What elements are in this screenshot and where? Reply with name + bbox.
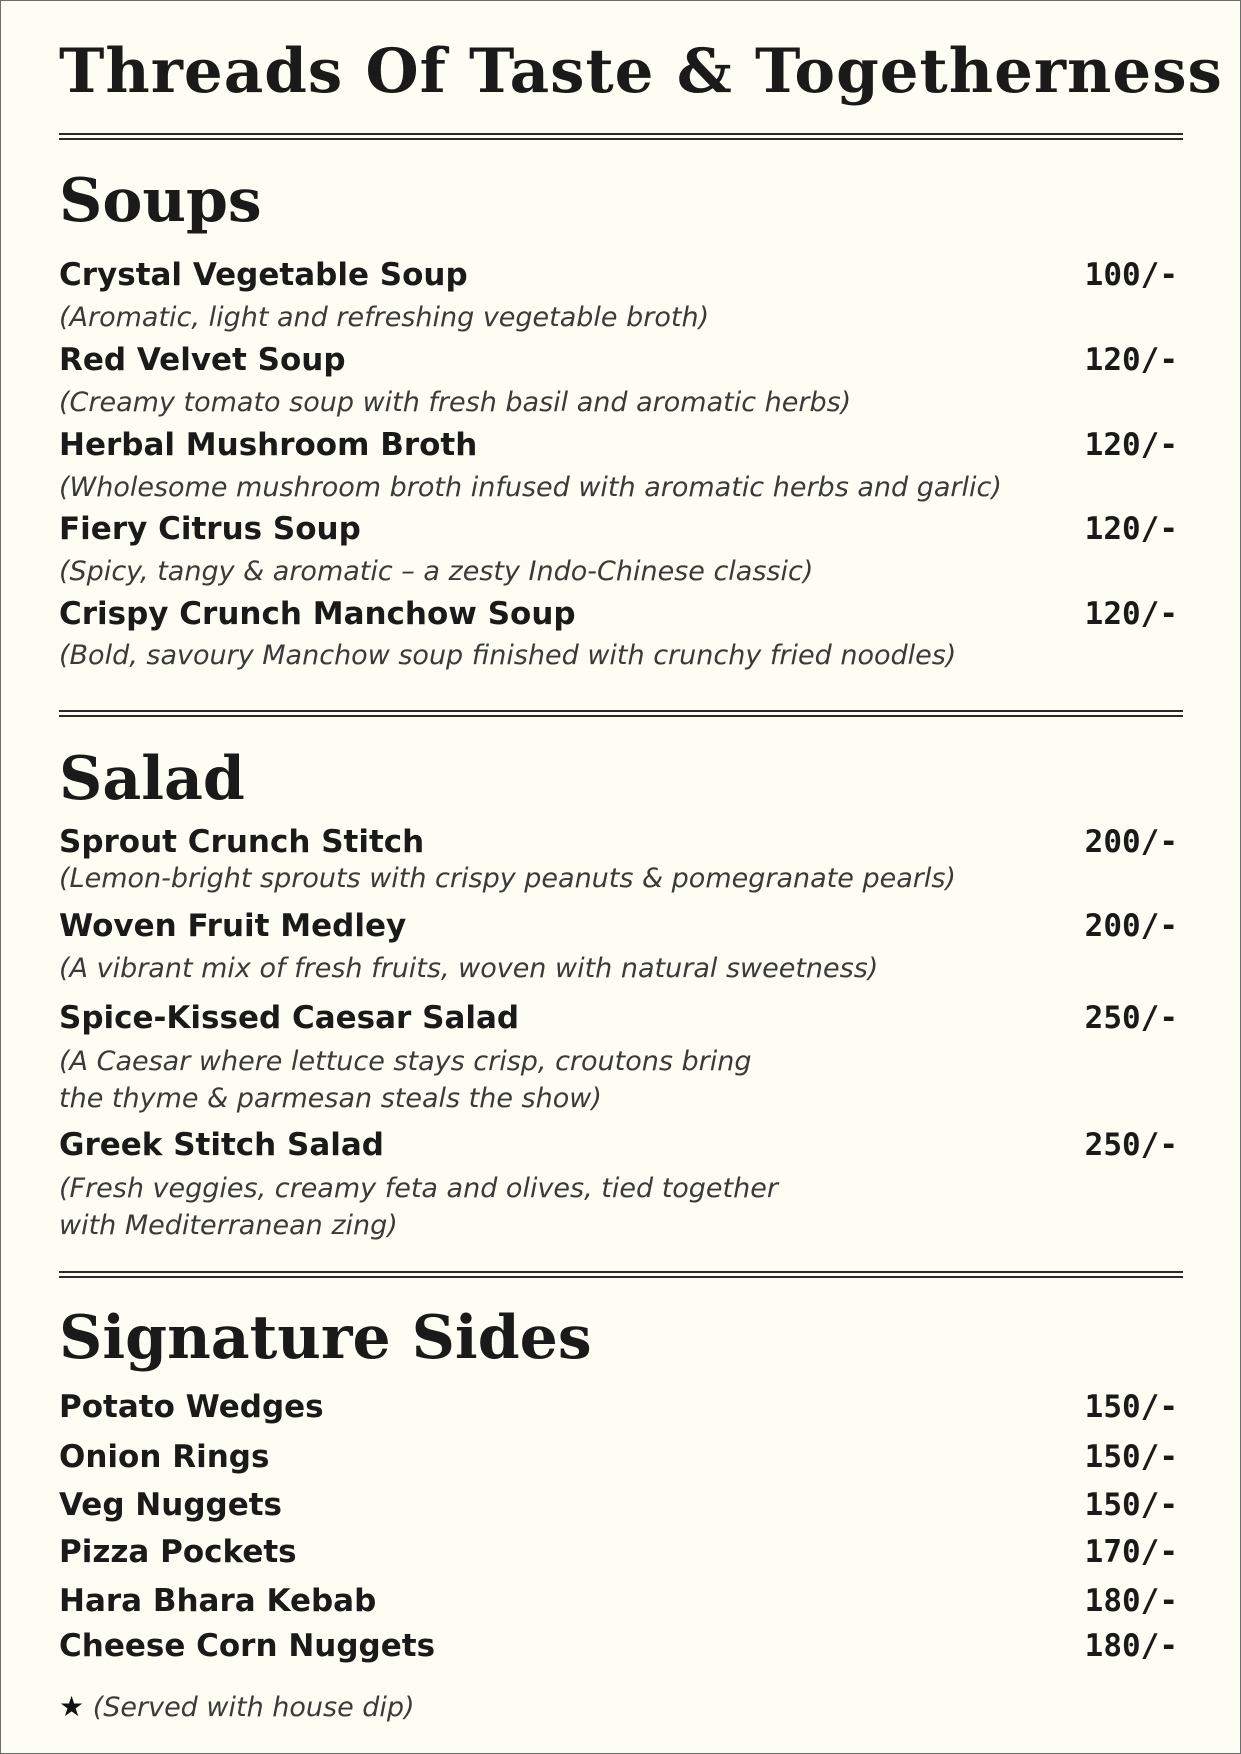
menu-item-price: 250/- xyxy=(1084,1127,1178,1163)
section-heading-salad: Salad xyxy=(59,744,245,814)
menu-item-description: (A vibrant mix of fresh fruits, woven with natural sweetness) xyxy=(59,953,879,984)
menu-item-price: 150/- xyxy=(1084,1389,1178,1425)
menu-item-description: (A Caesar where lettuce stays crisp, croutons bring xyxy=(59,1046,752,1077)
section-divider xyxy=(59,1271,1183,1278)
menu-item-name: Cheese Corn Nuggets xyxy=(59,1628,436,1664)
menu-item-name: Sprout Crunch Stitch xyxy=(59,824,425,860)
menu-item-description: (Creamy tomato soup with fresh basil and aromatic herbs) xyxy=(59,387,852,418)
menu-item-name: Herbal Mushroom Broth xyxy=(59,427,478,463)
menu-item-description: (Bold, savoury Manchow soup finished with crunchy fried noodles) xyxy=(59,640,957,671)
menu-title: Threads Of Taste & Togetherness xyxy=(59,36,1223,107)
footnote-text: (Served with house dip) xyxy=(92,1692,415,1723)
menu-item-price: 150/- xyxy=(1084,1439,1178,1475)
menu-item-description: (Wholesome mushroom broth infused with aromatic herbs and garlic) xyxy=(59,472,1002,503)
menu-item-name: Fiery Citrus Soup xyxy=(59,511,361,547)
section-heading-signature-sides: Signature Sides xyxy=(59,1303,592,1373)
menu-item-price: 120/- xyxy=(1084,511,1178,547)
menu-item-description: (Fresh veggies, creamy feta and olives, tied together xyxy=(59,1173,778,1204)
menu-item-price: 180/- xyxy=(1084,1628,1178,1664)
menu-item-name: Red Velvet Soup xyxy=(59,342,346,378)
menu-item-price: 120/- xyxy=(1084,342,1178,378)
menu-item-price: 250/- xyxy=(1084,1000,1178,1036)
menu-item-description: (Lemon-bright sprouts with crispy peanuts & pomegranate pearls) xyxy=(59,863,956,894)
star-icon: ★ xyxy=(59,1690,85,1723)
title-divider xyxy=(59,133,1183,140)
section-divider xyxy=(59,710,1183,717)
menu-item-name: Potato Wedges xyxy=(59,1389,324,1425)
menu-item-name: Woven Fruit Medley xyxy=(59,908,407,944)
menu-item-name: Spice-Kissed Caesar Salad xyxy=(59,1000,520,1036)
menu-item-price: 120/- xyxy=(1084,427,1178,463)
menu-item-price: 150/- xyxy=(1084,1487,1178,1523)
section-heading-soups: Soups xyxy=(59,166,262,236)
menu-item-price: 170/- xyxy=(1084,1534,1178,1570)
menu-item-price: 200/- xyxy=(1084,824,1178,860)
menu-item-name: Veg Nuggets xyxy=(59,1487,282,1523)
menu-item-name: Crispy Crunch Manchow Soup xyxy=(59,596,576,632)
menu-item-price: 200/- xyxy=(1084,908,1178,944)
menu-item-name: Hara Bhara Kebab xyxy=(59,1583,377,1619)
menu-item-name: Crystal Vegetable Soup xyxy=(59,257,468,293)
menu-item-price: 120/- xyxy=(1084,596,1178,632)
menu-item-name: Pizza Pockets xyxy=(59,1534,297,1570)
menu-item-description: with Mediterranean zing) xyxy=(59,1210,398,1241)
menu-item-description: (Spicy, tangy & aromatic – a zesty Indo-Chinese classic) xyxy=(59,556,814,587)
footnote xyxy=(59,1690,415,1723)
menu-item-name: Greek Stitch Salad xyxy=(59,1127,385,1163)
menu-item-description: the thyme & parmesan steals the show) xyxy=(59,1083,602,1114)
menu-item-description: (Aromatic, light and refreshing vegetable broth) xyxy=(59,302,710,333)
menu-item-price: 100/- xyxy=(1084,257,1178,293)
menu-item-name: Onion Rings xyxy=(59,1439,270,1475)
menu-item-price: 180/- xyxy=(1084,1583,1178,1619)
